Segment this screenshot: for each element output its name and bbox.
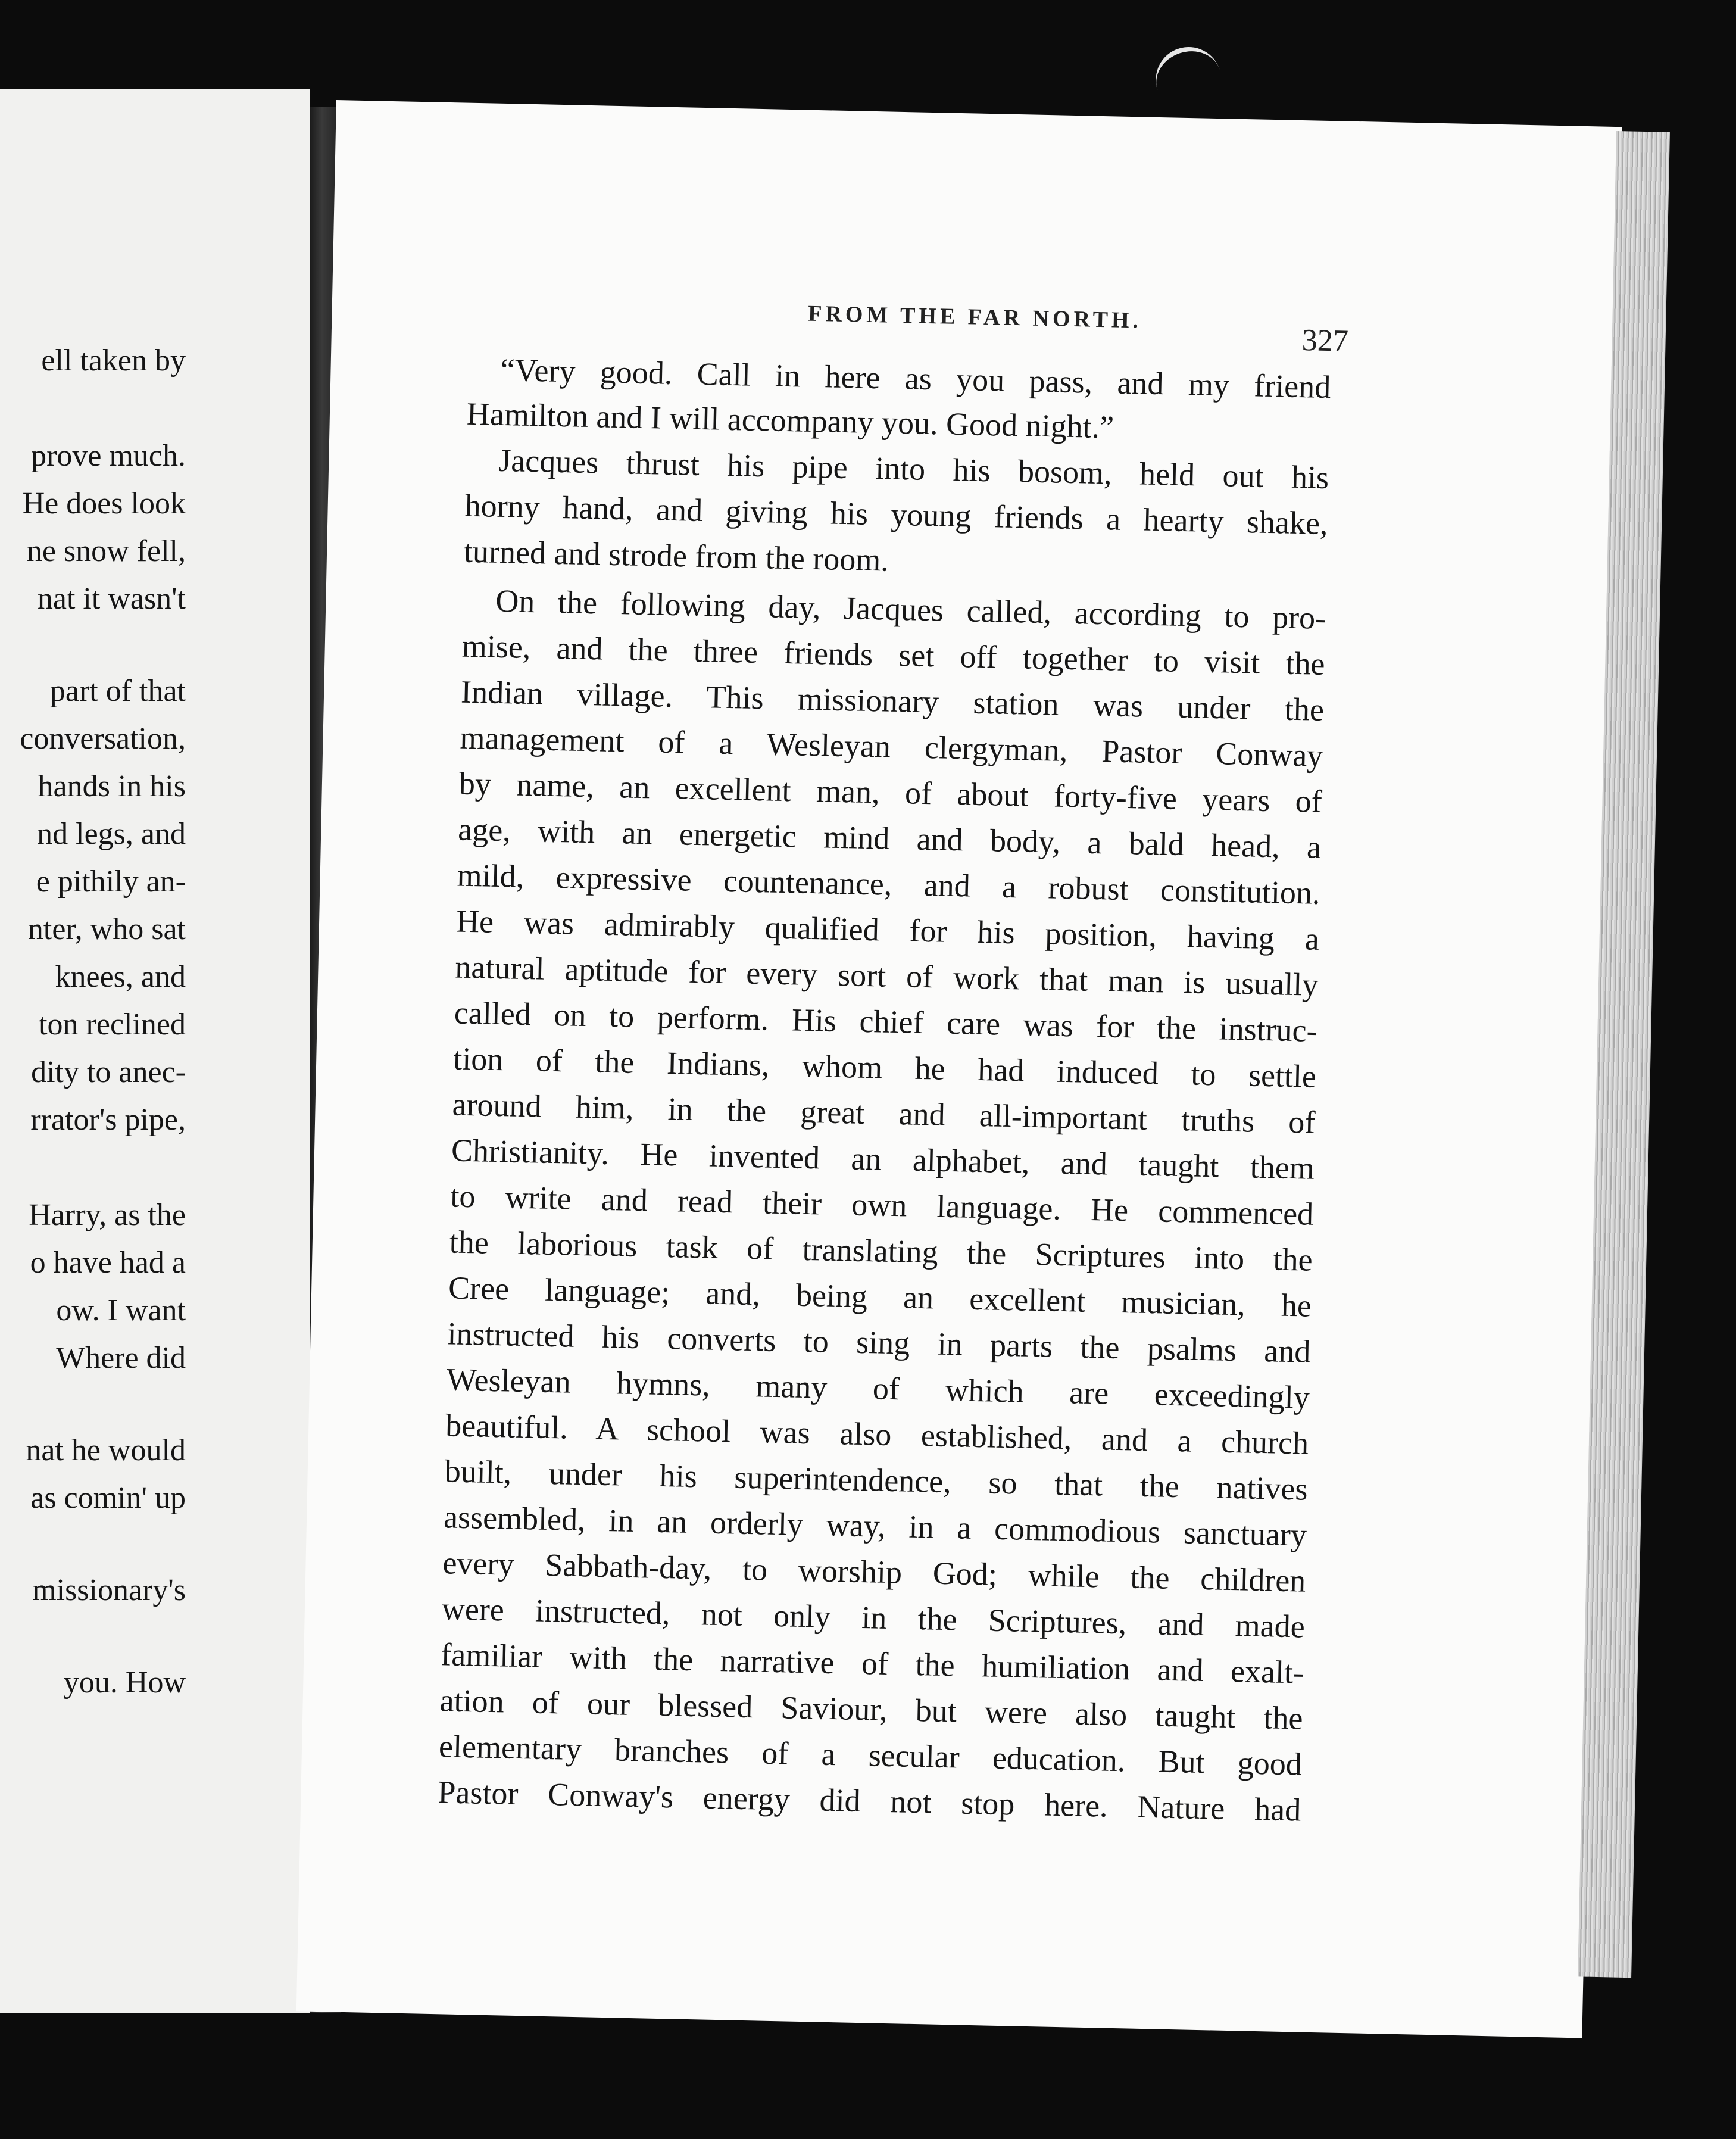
left-page: [0, 89, 310, 2013]
text-line: Indian village. This missionary station was under the: [460, 673, 1325, 728]
left-text-line: nat he would: [26, 1433, 186, 1467]
left-text-line: e pithily an-: [36, 865, 186, 899]
left-text-line: nter, who sat: [27, 912, 186, 946]
left-text-line: conversation,: [20, 722, 186, 756]
left-text-line: as comin' up: [30, 1481, 186, 1515]
left-text-line: ell taken by: [41, 344, 186, 378]
left-text-line: ton reclined: [39, 1008, 186, 1042]
left-text-line: Where did: [55, 1341, 186, 1375]
left-text-line: nd legs, and: [37, 817, 186, 851]
text-line: Christianity. He invented an alphabet, and taught them: [451, 1132, 1315, 1186]
text-line: called on to perform. His chief care was for the instruc-: [454, 994, 1318, 1049]
left-text-line: Harry, as the: [29, 1198, 186, 1232]
text-line: mise, and the three friends set off together to visit the: [461, 628, 1326, 682]
text-line: mild, expressive countenance, and a robust constitution.: [457, 857, 1321, 911]
text-line: turned and strode from the room.: [463, 533, 889, 578]
text-line: Hamilton and I will accompany you. Good night.”: [466, 395, 1114, 445]
left-text-line: rrator's pipe,: [30, 1103, 186, 1137]
text-line: beautiful. A school was also established, and a church: [445, 1407, 1309, 1461]
text-line: natural aptitude for every sort of work that man is usually: [454, 949, 1319, 1003]
left-text-line: missionary's: [32, 1573, 186, 1607]
text-line: Pastor Conway's energy did not stop here. Nature had: [437, 1774, 1301, 1828]
text-line: assembled, in an orderly way, in a commodious sanctuary: [443, 1499, 1307, 1553]
left-text-line: ne snow fell,: [26, 534, 186, 568]
text-line: management of a Wesleyan clergyman, Pastor Conway: [459, 719, 1323, 774]
text-line: elementary branches of a secular education. But good: [438, 1728, 1303, 1782]
scan-artifact: [1147, 39, 1222, 98]
text-line: Cree language; and, being an excellent musician, he: [448, 1270, 1312, 1324]
text-line: around him, in the great and all-important truths of: [452, 1086, 1316, 1140]
text-line: were instructed, not only in the Scriptures, and made: [441, 1591, 1306, 1645]
left-text-line: hands in his: [38, 769, 186, 803]
text-line: On the following day, Jacques called, according to pro-: [495, 582, 1326, 636]
text-line: familiar with the narrative of the humiliation and exalt-: [440, 1636, 1304, 1691]
left-text-line: knees, and: [55, 960, 186, 994]
text-line: by name, an excellent man, of about forty-five years of: [458, 765, 1323, 819]
left-text-line: ow. I want: [56, 1293, 186, 1327]
text-line: Jacques thrust his pipe into his bosom, held out his: [498, 442, 1329, 496]
left-text-line: nat it wasn't: [37, 582, 186, 616]
text-line: instructed his converts to sing in parts the psalms and: [447, 1315, 1311, 1370]
left-text-line: part of that: [49, 674, 186, 708]
text-line: ation of our blessed Saviour, but were also taught the: [439, 1682, 1304, 1736]
text-line: age, with an energetic mind and body, a bald head, a: [457, 811, 1322, 865]
text-line: every Sabbath-day, to worship God; while the children: [442, 1545, 1306, 1599]
text-line: He was admirably qualified for his position, having a: [455, 903, 1320, 957]
text-line: “Very good. Call in here as you pass, and my friend: [499, 351, 1331, 406]
right-page: [296, 100, 1622, 2038]
text-line: tion of the Indians, whom he had induced to settle: [452, 1040, 1317, 1095]
left-text-line: He does look: [22, 487, 186, 520]
text-line: horny hand, and giving his young friends a hearty shake,: [464, 487, 1329, 542]
text-line: the laborious task of translating the Scriptures into the: [449, 1224, 1313, 1278]
left-text-line: dity to anec-: [31, 1055, 186, 1089]
text-line: Wesleyan hymns, many of which are exceedingly: [446, 1361, 1310, 1415]
page-number: 327: [1301, 323, 1349, 358]
left-text-line: you. How: [63, 1666, 186, 1700]
text-line: built, under his superintendence, so that the natives: [444, 1453, 1309, 1507]
left-text-line: prove much.: [31, 439, 186, 473]
left-text-line: o have had a: [30, 1246, 186, 1280]
running-head: FROM THE FAR NORTH.: [807, 301, 1142, 333]
text-line: to write and read their own language. He commenced: [449, 1178, 1314, 1232]
